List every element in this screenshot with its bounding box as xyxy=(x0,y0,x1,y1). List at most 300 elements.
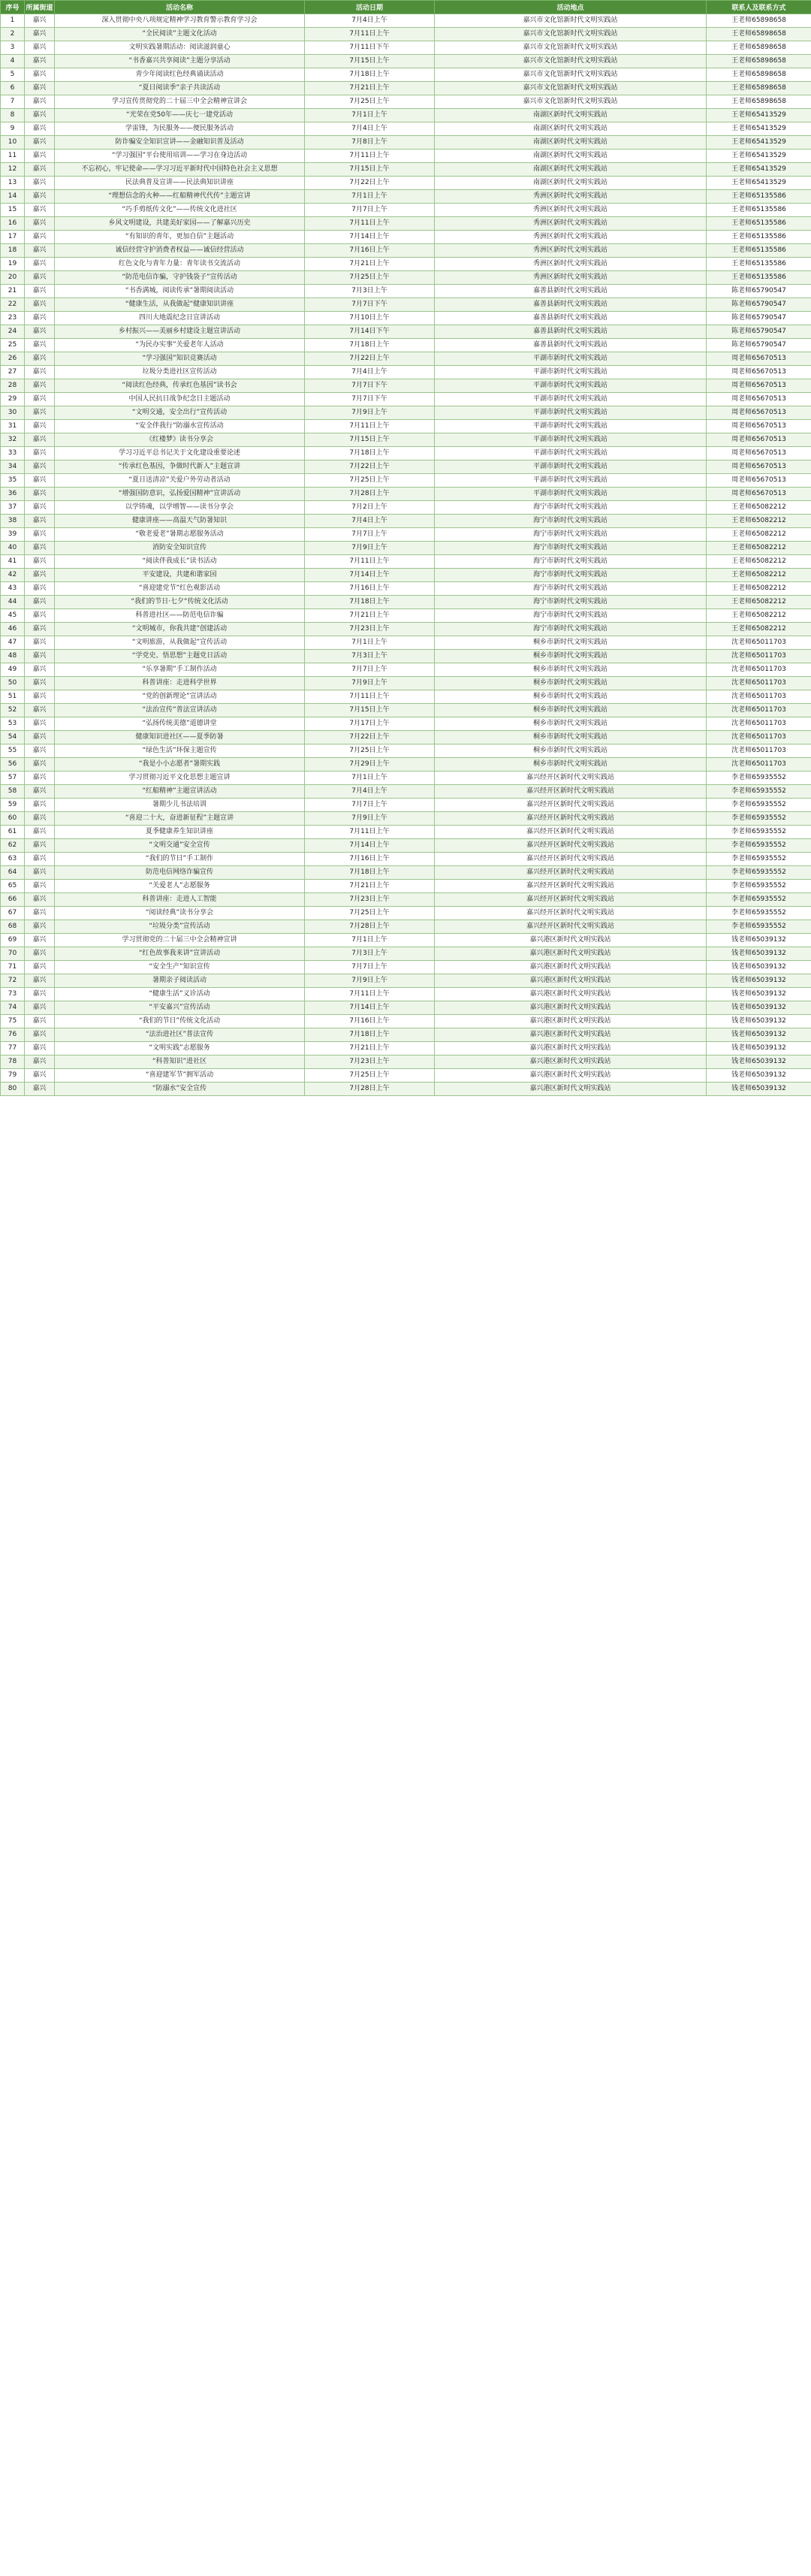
cell-activity-place: 海宁市新时代文明实践站 xyxy=(435,528,707,542)
cell-activity-name: “防范电信诈骗，守护钱袋子”宣传活动 xyxy=(55,271,305,285)
cell-street: 嘉兴 xyxy=(25,312,55,325)
cell-index: 55 xyxy=(1,744,25,758)
cell-activity-name: 诚信经营守护消费者权益——诚信经营活动 xyxy=(55,244,305,258)
table-row xyxy=(1,379,811,393)
cell-index: 56 xyxy=(1,758,25,772)
cell-activity-name: 健康知识进社区——夏季防暑 xyxy=(55,731,305,744)
cell-index: 52 xyxy=(1,704,25,717)
table-row xyxy=(1,447,811,461)
cell-contact: 钱老师65039132 xyxy=(707,1055,811,1069)
cell-activity-date: 7月11日上午 xyxy=(305,217,435,231)
cell-contact: 沈老师65011703 xyxy=(707,650,811,663)
cell-street: 嘉兴 xyxy=(25,515,55,528)
table-row xyxy=(1,731,811,744)
cell-contact: 周老师65670513 xyxy=(707,393,811,406)
table-row xyxy=(1,542,811,555)
cell-activity-place: 秀洲区新时代文明实践站 xyxy=(435,204,707,217)
cell-street: 嘉兴 xyxy=(25,650,55,663)
cell-activity-place: 平湖市新时代文明实践站 xyxy=(435,366,707,379)
cell-activity-date: 7月7日下午 xyxy=(305,298,435,312)
cell-activity-name: “我们的节日·七夕”传统文化活动 xyxy=(55,596,305,609)
table-row xyxy=(1,812,811,826)
cell-activity-date: 7月9日上午 xyxy=(305,974,435,988)
cell-activity-date: 7月7日上午 xyxy=(305,961,435,974)
table-row xyxy=(1,880,811,893)
cell-street: 嘉兴 xyxy=(25,893,55,907)
cell-activity-name: “文明旅游，从我做起”宣传活动 xyxy=(55,636,305,650)
table-row xyxy=(1,231,811,244)
cell-index: 75 xyxy=(1,1015,25,1028)
cell-activity-date: 7月7日上午 xyxy=(305,204,435,217)
cell-street: 嘉兴 xyxy=(25,1083,55,1096)
cell-index: 23 xyxy=(1,312,25,325)
table-row xyxy=(1,907,811,920)
cell-index: 16 xyxy=(1,217,25,231)
cell-activity-place: 秀洲区新时代文明实践站 xyxy=(435,217,707,231)
cell-activity-place: 秀洲区新时代文明实践站 xyxy=(435,244,707,258)
cell-activity-date: 7月25日上午 xyxy=(305,744,435,758)
table-row xyxy=(1,1042,811,1055)
cell-street: 嘉兴 xyxy=(25,934,55,947)
cell-contact: 李老师65935552 xyxy=(707,907,811,920)
cell-activity-date: 7月7日下午 xyxy=(305,393,435,406)
cell-activity-date: 7月7日下午 xyxy=(305,379,435,393)
cell-index: 12 xyxy=(1,163,25,177)
cell-index: 22 xyxy=(1,298,25,312)
cell-activity-name: 学习习近平总书记关于文化建设重要论述 xyxy=(55,447,305,461)
cell-activity-date: 7月14日上午 xyxy=(305,569,435,582)
cell-activity-place: 嘉兴经开区新时代文明实践站 xyxy=(435,772,707,785)
cell-activity-place: 桐乡市新时代文明实践站 xyxy=(435,717,707,731)
activity-schedule-table xyxy=(0,0,811,1096)
table-row xyxy=(1,95,811,109)
cell-contact: 王老师65082212 xyxy=(707,569,811,582)
cell-street: 嘉兴 xyxy=(25,461,55,474)
cell-activity-name: “喜迎建党节”红色观影活动 xyxy=(55,582,305,596)
cell-activity-date: 7月28日上午 xyxy=(305,1083,435,1096)
cell-activity-date: 7月16日上午 xyxy=(305,244,435,258)
cell-activity-date: 7月21日上午 xyxy=(305,258,435,271)
cell-activity-name: “健康生活”义诊活动 xyxy=(55,988,305,1001)
cell-index: 72 xyxy=(1,974,25,988)
cell-activity-place: 南湖区新时代文明实践站 xyxy=(435,149,707,163)
cell-contact: 陈老师65790547 xyxy=(707,325,811,339)
cell-activity-place: 平湖市新时代文明实践站 xyxy=(435,379,707,393)
cell-activity-date: 7月25日上午 xyxy=(305,271,435,285)
cell-contact: 王老师65082212 xyxy=(707,623,811,636)
cell-contact: 王老师65082212 xyxy=(707,582,811,596)
cell-contact: 周老师65670513 xyxy=(707,433,811,447)
cell-contact: 王老师65082212 xyxy=(707,501,811,515)
cell-activity-date: 7月1日上午 xyxy=(305,934,435,947)
cell-index: 71 xyxy=(1,961,25,974)
cell-activity-place: 嘉兴经开区新时代文明实践站 xyxy=(435,893,707,907)
cell-street: 嘉兴 xyxy=(25,285,55,298)
cell-activity-place: 平湖市新时代文明实践站 xyxy=(435,406,707,420)
cell-index: 5 xyxy=(1,68,25,82)
cell-activity-date: 7月7日上午 xyxy=(305,528,435,542)
cell-activity-name: 文明实践暑期活动：阅读滋润童心 xyxy=(55,41,305,55)
table-row xyxy=(1,1055,811,1069)
cell-index: 15 xyxy=(1,204,25,217)
cell-activity-date: 7月7日上午 xyxy=(305,799,435,812)
cell-activity-place: 嘉善县新时代文明实践站 xyxy=(435,325,707,339)
cell-activity-place: 嘉兴港区新时代文明实践站 xyxy=(435,1028,707,1042)
cell-street: 嘉兴 xyxy=(25,447,55,461)
table-row xyxy=(1,136,811,149)
table-row xyxy=(1,163,811,177)
cell-activity-place: 嘉善县新时代文明实践站 xyxy=(435,312,707,325)
cell-street: 嘉兴 xyxy=(25,1028,55,1042)
table-row xyxy=(1,82,811,95)
cell-activity-date: 7月28日上午 xyxy=(305,488,435,501)
cell-activity-name: “我是小小志愿者”暑期实践 xyxy=(55,758,305,772)
cell-activity-name: “文明城市，你我共建”创建活动 xyxy=(55,623,305,636)
cell-activity-name: “增强国防意识，弘扬爱国精神”宣讲活动 xyxy=(55,488,305,501)
cell-activity-name: “平安嘉兴”宣传活动 xyxy=(55,1001,305,1015)
cell-activity-date: 7月7日上午 xyxy=(305,663,435,677)
cell-activity-place: 嘉兴港区新时代文明实践站 xyxy=(435,961,707,974)
cell-street: 嘉兴 xyxy=(25,947,55,961)
cell-activity-date: 7月11日下午 xyxy=(305,41,435,55)
cell-index: 48 xyxy=(1,650,25,663)
cell-activity-name: 垃圾分类进社区宣传活动 xyxy=(55,366,305,379)
cell-activity-date: 7月25日上午 xyxy=(305,474,435,488)
table-row xyxy=(1,799,811,812)
cell-street: 嘉兴 xyxy=(25,379,55,393)
table-row xyxy=(1,501,811,515)
cell-contact: 沈老师65011703 xyxy=(707,677,811,690)
cell-activity-date: 7月17日上午 xyxy=(305,717,435,731)
cell-contact: 李老师65935552 xyxy=(707,866,811,880)
cell-activity-date: 7月25日上午 xyxy=(305,907,435,920)
cell-contact: 王老师65082212 xyxy=(707,555,811,569)
cell-street: 嘉兴 xyxy=(25,772,55,785)
cell-street: 嘉兴 xyxy=(25,474,55,488)
cell-index: 3 xyxy=(1,41,25,55)
cell-contact: 李老师65935552 xyxy=(707,839,811,853)
cell-contact: 周老师65670513 xyxy=(707,366,811,379)
cell-activity-place: 海宁市新时代文明实践站 xyxy=(435,609,707,623)
cell-activity-name: 消防安全知识宣传 xyxy=(55,542,305,555)
cell-contact: 李老师65935552 xyxy=(707,853,811,866)
table-row xyxy=(1,420,811,433)
cell-street: 嘉兴 xyxy=(25,812,55,826)
cell-activity-place: 嘉兴港区新时代文明实践站 xyxy=(435,947,707,961)
cell-contact: 周老师65670513 xyxy=(707,379,811,393)
table-row xyxy=(1,244,811,258)
cell-activity-place: 桐乡市新时代文明实践站 xyxy=(435,744,707,758)
cell-activity-name: 红色文化与青年力量：青年读书交流活动 xyxy=(55,258,305,271)
cell-street: 嘉兴 xyxy=(25,55,55,68)
cell-activity-name: “学习强国”知识竞赛活动 xyxy=(55,352,305,366)
cell-contact: 沈老师65011703 xyxy=(707,744,811,758)
cell-activity-name: “喜迎二十大，奋进新征程”主题宣讲 xyxy=(55,812,305,826)
cell-activity-date: 7月16日上午 xyxy=(305,1015,435,1028)
cell-index: 27 xyxy=(1,366,25,379)
cell-activity-name: 学习贯彻党的二十届三中全会精神宣讲 xyxy=(55,934,305,947)
cell-street: 嘉兴 xyxy=(25,596,55,609)
cell-index: 1 xyxy=(1,14,25,28)
cell-contact: 王老师65082212 xyxy=(707,515,811,528)
cell-index: 67 xyxy=(1,907,25,920)
cell-contact: 钱老师65039132 xyxy=(707,1015,811,1028)
cell-activity-place: 南湖区新时代文明实践站 xyxy=(435,122,707,136)
table-row xyxy=(1,961,811,974)
cell-contact: 王老师65898658 xyxy=(707,95,811,109)
cell-activity-place: 嘉兴经开区新时代文明实践站 xyxy=(435,880,707,893)
cell-activity-date: 7月21日上午 xyxy=(305,1042,435,1055)
cell-index: 65 xyxy=(1,880,25,893)
cell-contact: 王老师65413529 xyxy=(707,109,811,122)
cell-activity-name: 不忘初心，牢记使命——学习习近平新时代中国特色社会主义思想 xyxy=(55,163,305,177)
cell-contact: 沈老师65011703 xyxy=(707,717,811,731)
cell-activity-place: 平湖市新时代文明实践站 xyxy=(435,352,707,366)
cell-activity-date: 7月11日上午 xyxy=(305,149,435,163)
cell-activity-name: “科普知识”进社区 xyxy=(55,1055,305,1069)
cell-activity-place: 秀洲区新时代文明实践站 xyxy=(435,190,707,204)
cell-activity-name: “有知识的青年，更加自信”主题活动 xyxy=(55,231,305,244)
cell-index: 14 xyxy=(1,190,25,204)
cell-street: 嘉兴 xyxy=(25,420,55,433)
cell-index: 44 xyxy=(1,596,25,609)
cell-activity-date: 7月23日上午 xyxy=(305,623,435,636)
cell-contact: 王老师65413529 xyxy=(707,163,811,177)
cell-contact: 钱老师65039132 xyxy=(707,934,811,947)
cell-activity-date: 7月1日上午 xyxy=(305,109,435,122)
table-row xyxy=(1,55,811,68)
cell-street: 嘉兴 xyxy=(25,839,55,853)
cell-activity-place: 桐乡市新时代文明实践站 xyxy=(435,650,707,663)
cell-activity-date: 7月18日上午 xyxy=(305,68,435,82)
cell-activity-date: 7月9日上午 xyxy=(305,677,435,690)
cell-activity-place: 南湖区新时代文明实践站 xyxy=(435,109,707,122)
cell-activity-name: 健康讲座——高温天气防暑知识 xyxy=(55,515,305,528)
cell-activity-name: “学党史、悟思想”主题党日活动 xyxy=(55,650,305,663)
cell-index: 49 xyxy=(1,663,25,677)
cell-activity-name: 科普讲座：走进科学世界 xyxy=(55,677,305,690)
cell-activity-place: 嘉兴港区新时代文明实践站 xyxy=(435,1055,707,1069)
cell-activity-date: 7月9日上午 xyxy=(305,542,435,555)
cell-street: 嘉兴 xyxy=(25,14,55,28)
cell-street: 嘉兴 xyxy=(25,231,55,244)
cell-street: 嘉兴 xyxy=(25,988,55,1001)
cell-contact: 钱老师65039132 xyxy=(707,1069,811,1083)
cell-index: 11 xyxy=(1,149,25,163)
cell-contact: 李老师65935552 xyxy=(707,799,811,812)
cell-index: 80 xyxy=(1,1083,25,1096)
cell-index: 77 xyxy=(1,1042,25,1055)
cell-activity-date: 7月16日上午 xyxy=(305,853,435,866)
cell-index: 4 xyxy=(1,55,25,68)
cell-activity-date: 7月14日下午 xyxy=(305,325,435,339)
cell-activity-name: “光荣在党50年——庆七一建党活动 xyxy=(55,109,305,122)
table-row xyxy=(1,1015,811,1028)
cell-index: 63 xyxy=(1,853,25,866)
cell-activity-name: 中国人民抗日战争纪念日主题活动 xyxy=(55,393,305,406)
cell-activity-name: “喜迎建军节”拥军活动 xyxy=(55,1069,305,1083)
cell-contact: 陈老师65790547 xyxy=(707,339,811,352)
cell-index: 20 xyxy=(1,271,25,285)
table-row xyxy=(1,772,811,785)
cell-contact: 李老师65935552 xyxy=(707,812,811,826)
cell-activity-name: 乡风文明建设，共建美好家园——了解嘉兴历史 xyxy=(55,217,305,231)
cell-activity-name: 科普进社区——防范电信诈骗 xyxy=(55,609,305,623)
cell-index: 40 xyxy=(1,542,25,555)
cell-activity-place: 嘉兴市文化馆新时代文明实践站 xyxy=(435,55,707,68)
cell-activity-place: 南湖区新时代文明实践站 xyxy=(435,177,707,190)
cell-activity-date: 7月4日上午 xyxy=(305,14,435,28)
cell-activity-name: “我们的节日”传统文化活动 xyxy=(55,1015,305,1028)
cell-index: 33 xyxy=(1,447,25,461)
cell-street: 嘉兴 xyxy=(25,744,55,758)
cell-index: 41 xyxy=(1,555,25,569)
cell-activity-date: 7月1日上午 xyxy=(305,636,435,650)
cell-contact: 钱老师65039132 xyxy=(707,1083,811,1096)
cell-activity-date: 7月10日上午 xyxy=(305,312,435,325)
cell-activity-name: 乡村振兴——美丽乡村建设主题宣讲活动 xyxy=(55,325,305,339)
cell-activity-place: 海宁市新时代文明实践站 xyxy=(435,542,707,555)
cell-activity-date: 7月22日上午 xyxy=(305,177,435,190)
table-body xyxy=(1,14,811,1096)
cell-contact: 王老师65898658 xyxy=(707,41,811,55)
cell-contact: 钱老师65039132 xyxy=(707,947,811,961)
table-row xyxy=(1,204,811,217)
table-row xyxy=(1,339,811,352)
cell-activity-date: 7月25日上午 xyxy=(305,1069,435,1083)
cell-activity-date: 7月14日上午 xyxy=(305,839,435,853)
cell-street: 嘉兴 xyxy=(25,177,55,190)
cell-street: 嘉兴 xyxy=(25,569,55,582)
table-row xyxy=(1,947,811,961)
cell-contact: 王老师65413529 xyxy=(707,177,811,190)
table-row xyxy=(1,488,811,501)
cell-activity-date: 7月21日上午 xyxy=(305,609,435,623)
cell-activity-name: “文明实践”志愿服务 xyxy=(55,1042,305,1055)
cell-activity-name: “文明交通”安全宣传 xyxy=(55,839,305,853)
cell-activity-place: 桐乡市新时代文明实践站 xyxy=(435,731,707,744)
cell-activity-place: 海宁市新时代文明实践站 xyxy=(435,582,707,596)
cell-activity-date: 7月2日上午 xyxy=(305,501,435,515)
cell-street: 嘉兴 xyxy=(25,163,55,177)
cell-activity-date: 7月11日上午 xyxy=(305,988,435,1001)
cell-index: 59 xyxy=(1,799,25,812)
cell-index: 51 xyxy=(1,690,25,704)
table-row xyxy=(1,663,811,677)
cell-activity-place: 南湖区新时代文明实践站 xyxy=(435,163,707,177)
cell-street: 嘉兴 xyxy=(25,826,55,839)
cell-street: 嘉兴 xyxy=(25,799,55,812)
cell-activity-date: 7月25日上午 xyxy=(305,95,435,109)
table-row xyxy=(1,920,811,934)
cell-activity-place: 嘉兴港区新时代文明实践站 xyxy=(435,1001,707,1015)
cell-activity-place: 嘉兴经开区新时代文明实践站 xyxy=(435,826,707,839)
cell-activity-place: 秀洲区新时代文明实践站 xyxy=(435,271,707,285)
cell-street: 嘉兴 xyxy=(25,623,55,636)
cell-activity-name: “敬老爱老”暑期志愿服务活动 xyxy=(55,528,305,542)
cell-activity-place: 桐乡市新时代文明实践站 xyxy=(435,677,707,690)
cell-index: 70 xyxy=(1,947,25,961)
cell-index: 26 xyxy=(1,352,25,366)
cell-index: 57 xyxy=(1,772,25,785)
cell-contact: 王老师65413529 xyxy=(707,149,811,163)
cell-contact: 陈老师65790547 xyxy=(707,298,811,312)
cell-activity-place: 嘉兴市文化馆新时代文明实践站 xyxy=(435,82,707,95)
cell-contact: 周老师65670513 xyxy=(707,406,811,420)
cell-activity-date: 7月18日上午 xyxy=(305,339,435,352)
cell-street: 嘉兴 xyxy=(25,271,55,285)
cell-street: 嘉兴 xyxy=(25,95,55,109)
table-row xyxy=(1,406,811,420)
cell-index: 61 xyxy=(1,826,25,839)
table-row xyxy=(1,122,811,136)
cell-activity-place: 平湖市新时代文明实践站 xyxy=(435,393,707,406)
cell-activity-date: 7月4日上午 xyxy=(305,515,435,528)
cell-index: 36 xyxy=(1,488,25,501)
cell-index: 45 xyxy=(1,609,25,623)
cell-street: 嘉兴 xyxy=(25,393,55,406)
cell-index: 10 xyxy=(1,136,25,149)
cell-street: 嘉兴 xyxy=(25,352,55,366)
table-row xyxy=(1,515,811,528)
cell-activity-name: “理想信念的火种——红船精神代代传”主题宣讲 xyxy=(55,190,305,204)
cell-contact: 李老师65935552 xyxy=(707,826,811,839)
table-row xyxy=(1,285,811,298)
cell-street: 嘉兴 xyxy=(25,122,55,136)
header-activity-place: 活动地点 xyxy=(435,1,707,14)
cell-activity-name: 学雷锋，为民服务——便民服务活动 xyxy=(55,122,305,136)
cell-index: 66 xyxy=(1,893,25,907)
table-row xyxy=(1,555,811,569)
table-row xyxy=(1,1069,811,1083)
cell-activity-date: 7月21日上午 xyxy=(305,880,435,893)
table-row xyxy=(1,528,811,542)
cell-activity-place: 海宁市新时代文明实践站 xyxy=(435,555,707,569)
cell-street: 嘉兴 xyxy=(25,920,55,934)
table-row xyxy=(1,433,811,447)
cell-activity-name: “乐享暑期”手工制作活动 xyxy=(55,663,305,677)
cell-index: 54 xyxy=(1,731,25,744)
table-row xyxy=(1,217,811,231)
cell-activity-name: “巧手剪纸传文化”——传统文化进社区 xyxy=(55,204,305,217)
cell-contact: 钱老师65039132 xyxy=(707,961,811,974)
cell-activity-name: “红船精神”主题宣讲活动 xyxy=(55,785,305,799)
cell-contact: 王老师65135586 xyxy=(707,231,811,244)
table-row xyxy=(1,636,811,650)
cell-contact: 钱老师65039132 xyxy=(707,1042,811,1055)
table-row xyxy=(1,677,811,690)
cell-street: 嘉兴 xyxy=(25,109,55,122)
cell-street: 嘉兴 xyxy=(25,325,55,339)
cell-activity-place: 嘉兴经开区新时代文明实践站 xyxy=(435,785,707,799)
cell-contact: 王老师65898658 xyxy=(707,82,811,95)
cell-contact: 沈老师65011703 xyxy=(707,636,811,650)
cell-activity-place: 嘉兴市文化馆新时代文明实践站 xyxy=(435,68,707,82)
header-contact: 联系人及联系方式 xyxy=(707,1,811,14)
table-row xyxy=(1,839,811,853)
cell-activity-name: 科普讲座：走进人工智能 xyxy=(55,893,305,907)
cell-contact: 李老师65935552 xyxy=(707,880,811,893)
cell-index: 7 xyxy=(1,95,25,109)
table-row xyxy=(1,177,811,190)
table-row xyxy=(1,785,811,799)
cell-contact: 钱老师65039132 xyxy=(707,1028,811,1042)
cell-activity-name: “阅读经典”读书分享会 xyxy=(55,907,305,920)
cell-street: 嘉兴 xyxy=(25,488,55,501)
cell-activity-date: 7月3日上午 xyxy=(305,285,435,298)
cell-activity-date: 7月11日上午 xyxy=(305,690,435,704)
cell-street: 嘉兴 xyxy=(25,406,55,420)
